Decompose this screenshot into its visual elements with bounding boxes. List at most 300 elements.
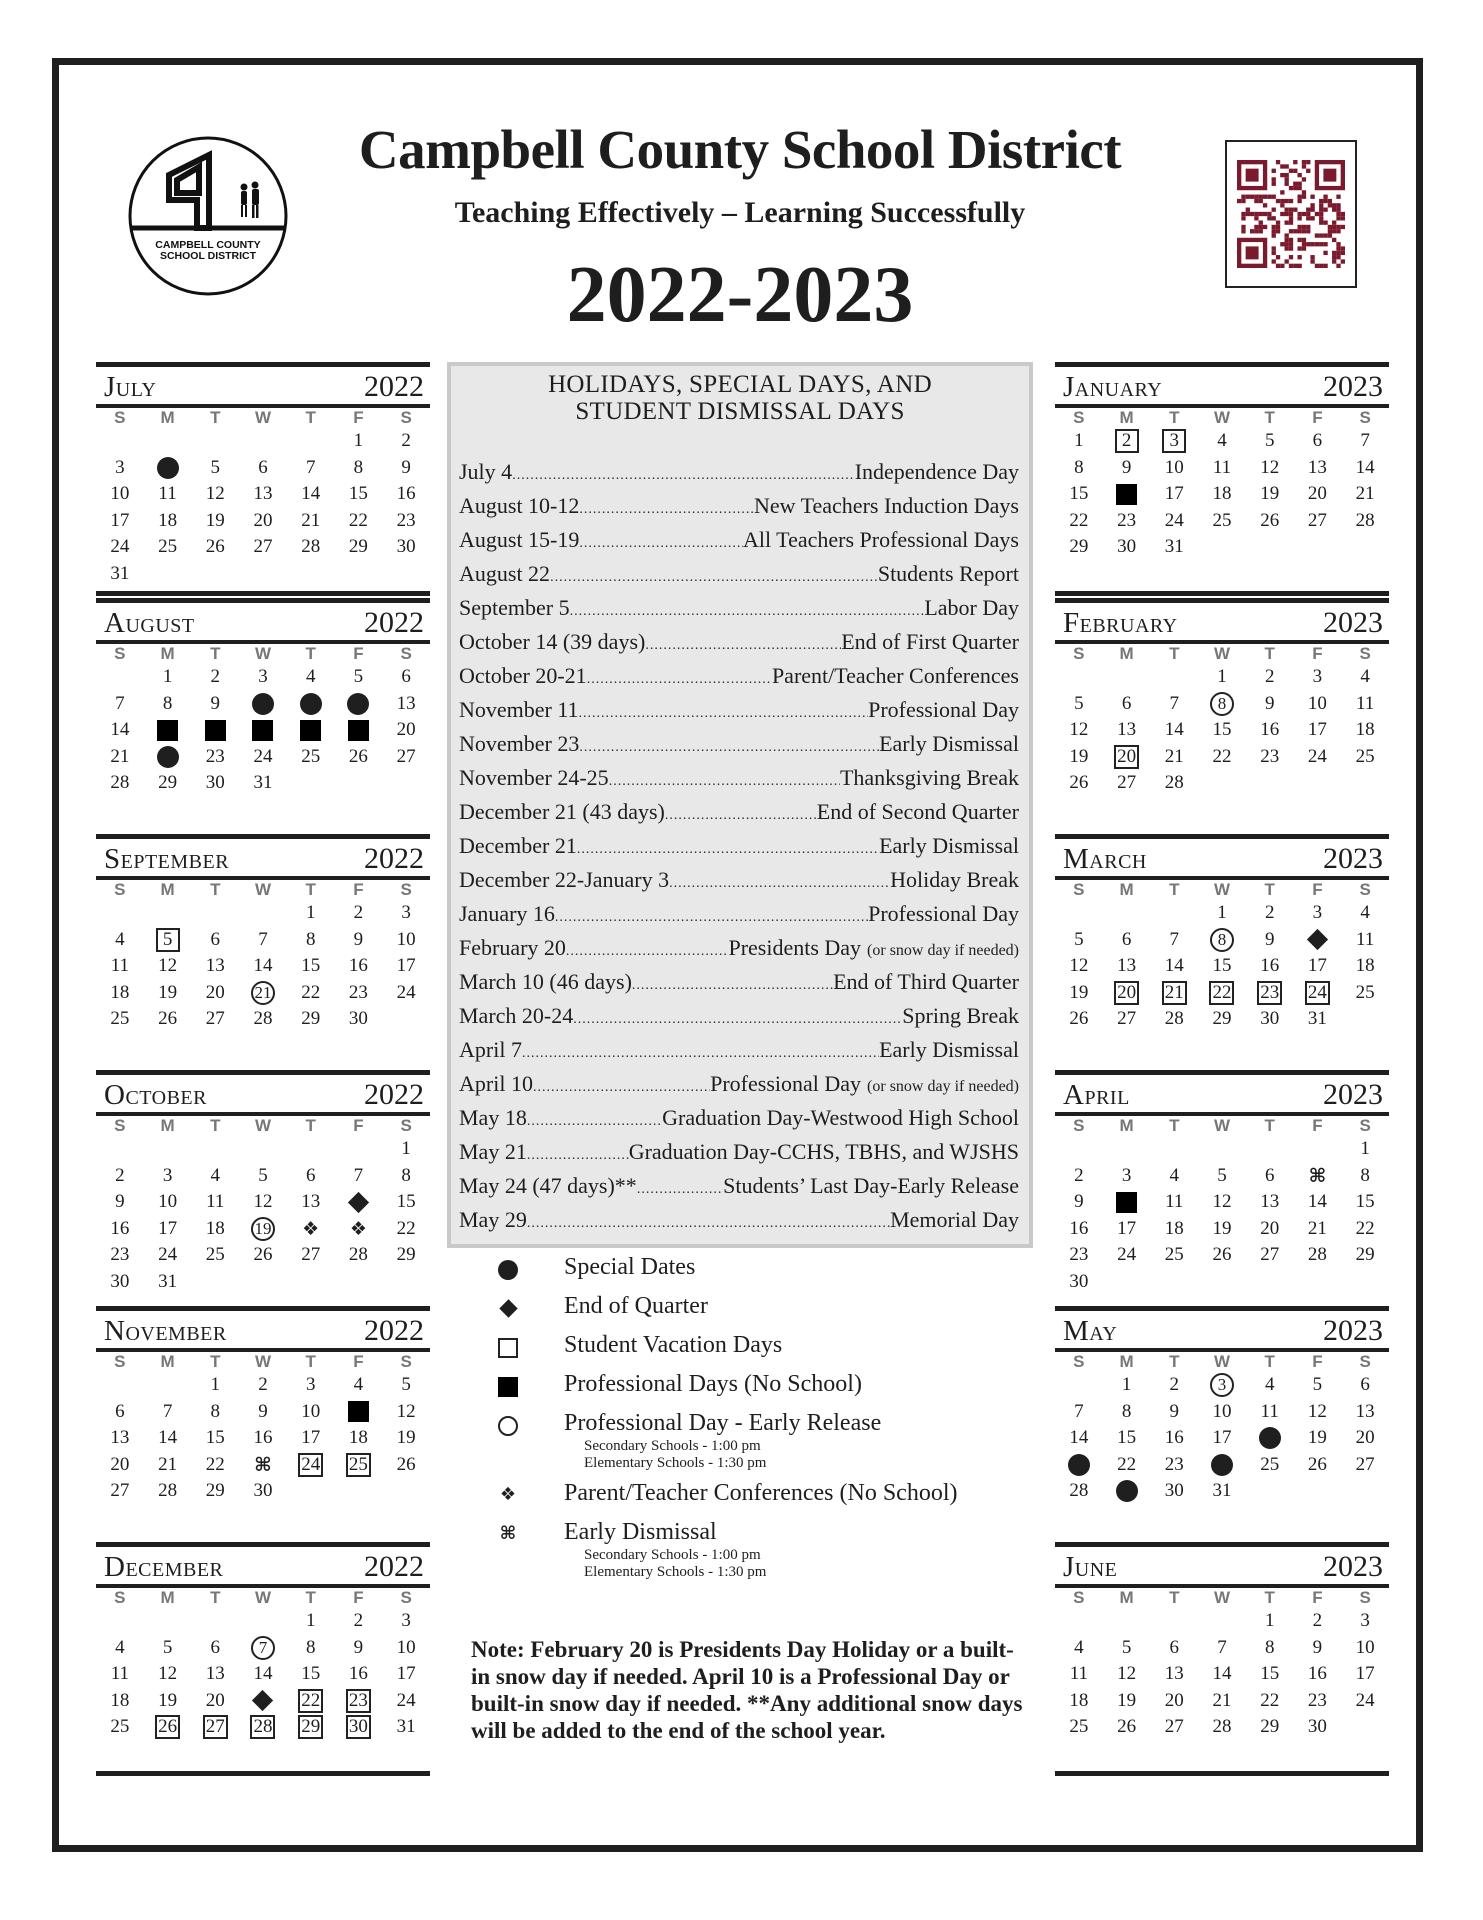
day-cell: 2 (1074, 1164, 1084, 1186)
day-grid (96, 664, 430, 797)
empty-cell (1150, 900, 1198, 927)
day-cell: 7 (305, 456, 316, 478)
day-cell: 12 (205, 483, 225, 504)
day-cell: 31 (396, 1716, 416, 1737)
weekday-label: F (353, 1116, 364, 1135)
holiday-row (459, 1203, 1019, 1237)
day-cell: 3 (305, 1374, 316, 1395)
day-cell: 27 (253, 536, 273, 557)
legend-label: Student Vacation Days (564, 1332, 783, 1358)
weekday-label: T (210, 644, 221, 663)
day-cell: 27 (1260, 1244, 1280, 1265)
weekday-label: S (1073, 880, 1085, 899)
day-cell: 29 (1212, 1008, 1232, 1029)
empty-cell (1103, 1608, 1151, 1635)
day-cell: 30 (1117, 536, 1137, 557)
weekday-header (1055, 1588, 1389, 1608)
day-cell: 25 (110, 1008, 130, 1029)
holiday-row (459, 557, 1019, 591)
weekday-label: S (400, 1588, 412, 1607)
month-november (96, 1306, 430, 1505)
day-cell: 8 (1074, 456, 1084, 478)
day-cell: 8 (210, 1400, 221, 1422)
day-cell: 5 (162, 1636, 173, 1658)
holiday-row (459, 829, 1019, 863)
vacation-day-box: 27 (203, 1715, 228, 1739)
weekday-label: S (1073, 644, 1085, 663)
holiday-note: (or snow day if needed) (867, 1078, 1019, 1095)
day-cell: 1 (305, 1610, 316, 1631)
month-header (1055, 839, 1389, 874)
day-cell (335, 1216, 383, 1243)
day-cell: 4 (1360, 902, 1370, 923)
day-cell: 20 (253, 509, 273, 531)
day-cell: 25 (1164, 1244, 1184, 1265)
day-cell: 17 (1307, 955, 1327, 976)
day-cell: 20 (110, 1453, 130, 1475)
month-header (1055, 1311, 1389, 1346)
empty-cell (1150, 1608, 1198, 1635)
month-year: 2022 (364, 1550, 424, 1583)
day-cell: 15 (301, 955, 321, 976)
day-cell: 10 (110, 483, 130, 504)
day-cell: 20 (396, 719, 416, 740)
holiday-row (459, 931, 1019, 965)
empty-cell (239, 1136, 287, 1163)
month-year: 2022 (364, 1078, 424, 1111)
qr-code[interactable] (1225, 140, 1357, 288)
day-cell: 13 (253, 483, 273, 504)
weekday-label: T (210, 1588, 221, 1607)
svg-text:CAMPBELL COUNTY: CAMPBELL COUNTY (155, 239, 261, 251)
holiday-date: April 7 (459, 1037, 522, 1062)
day-cell (144, 455, 192, 482)
weekday-label: S (1073, 1588, 1085, 1607)
weekday-label: S (1359, 644, 1371, 663)
holiday-date: August 10-12 (459, 493, 580, 518)
holidays-panel (447, 362, 1033, 1248)
day-cell: 30 (1069, 1270, 1089, 1292)
day-cell (1198, 980, 1246, 1007)
day-cell: 31 (253, 772, 273, 793)
holiday-date: May 29 (459, 1207, 527, 1232)
weekday-label: S (400, 1116, 412, 1135)
month-year: 2022 (364, 1314, 424, 1347)
empty-cell (239, 428, 287, 455)
day-cell: 22 (205, 1453, 225, 1475)
holiday-row (459, 1101, 1019, 1135)
month-name: February (1063, 607, 1178, 639)
day-cell (287, 1688, 335, 1715)
day-cell: 12 (1069, 955, 1089, 976)
day-cell: 5 (401, 1374, 411, 1395)
weekday-label: S (1073, 1352, 1085, 1371)
day-cell: 7 (258, 928, 268, 950)
weekday-label: T (1169, 408, 1180, 427)
dot-leader (577, 833, 879, 863)
day-cell: 27 (110, 1480, 130, 1501)
day-cell: 27 (1307, 509, 1327, 531)
day-cell: 10 (1164, 456, 1184, 478)
professional-day-marker-icon (1116, 1192, 1137, 1213)
holiday-row (459, 625, 1019, 659)
day-cell: 23 (396, 509, 416, 531)
month-year: 2022 (364, 370, 424, 403)
day-cell: 6 (1121, 928, 1132, 950)
holiday-event: Memorial Day (890, 1207, 1019, 1232)
day-cell: 8 (162, 692, 173, 714)
day-grid (1055, 900, 1389, 1033)
weekday-label: T (1264, 1116, 1275, 1135)
day-cell: 2 (353, 902, 364, 923)
day-cell: 13 (205, 955, 225, 976)
weekday-label: S (1359, 408, 1371, 427)
day-cell: 30 (348, 1008, 368, 1029)
empty-cell (96, 900, 144, 927)
day-cell (1103, 980, 1151, 1007)
weekday-label: W (254, 644, 272, 663)
holidays-title: HOLIDAYS, SPECIAL DAYS, AND STUDENT DISMISSAL DAYS (548, 371, 932, 425)
day-cell: 30 (1164, 1480, 1184, 1501)
day-cell: 18 (1355, 719, 1375, 740)
day-cell (335, 717, 383, 744)
day-cell: 10 (396, 928, 416, 950)
weekday-label: M (1119, 1352, 1134, 1371)
weekday-label: W (1213, 880, 1231, 899)
month-name: October (104, 1079, 207, 1111)
day-cell: 24 (1117, 1244, 1137, 1265)
day-cell: 14 (1069, 1427, 1089, 1448)
day-cell: 12 (158, 955, 178, 976)
weekday-label: M (1119, 1116, 1134, 1135)
day-cell: 9 (401, 456, 411, 478)
day-cell: 7 (353, 1164, 364, 1186)
holiday-row (459, 659, 1019, 693)
day-grid (96, 900, 430, 1033)
holiday-row (459, 1135, 1019, 1169)
empty-cell (335, 1136, 383, 1163)
day-cell: 13 (301, 1191, 321, 1212)
weekday-label: S (1073, 408, 1085, 427)
day-cell: 2 (258, 1374, 268, 1395)
day-cell: 12 (253, 1191, 273, 1212)
professional-day-marker-icon (348, 720, 369, 741)
day-cell: 22 (1260, 1689, 1280, 1711)
day-cell: 4 (1074, 1636, 1084, 1658)
dot-leader (527, 1207, 890, 1237)
special-date-marker-icon (1116, 1480, 1138, 1502)
day-cell: 16 (253, 1427, 273, 1448)
weekday-label: T (305, 1116, 316, 1135)
empty-cell (1150, 1136, 1198, 1163)
weekday-header (1055, 408, 1389, 428)
filled-square-icon (498, 1377, 518, 1397)
day-cell: 12 (1307, 1400, 1327, 1422)
legend-label: Parent/Teacher Conferences (No School) (564, 1480, 958, 1506)
day-cell: 19 (1069, 981, 1089, 1003)
day-cell: 28 (1307, 1244, 1327, 1265)
dot-leader (566, 935, 729, 965)
dot-leader (579, 493, 754, 523)
svg-text:SCHOOL DISTRICT: SCHOOL DISTRICT (159, 250, 257, 262)
month-header (96, 603, 430, 638)
day-cell: 9 (1312, 1636, 1323, 1658)
weekday-label: M (1119, 408, 1134, 427)
weekday-label: S (1359, 1588, 1371, 1607)
day-cell: 13 (1355, 1400, 1375, 1422)
day-cell: 11 (158, 483, 177, 504)
day-cell: 12 (1069, 719, 1089, 740)
dot-leader (555, 901, 868, 931)
day-cell: 26 (348, 745, 368, 767)
day-cell: 25 (158, 536, 178, 557)
day-cell: 3 (1312, 902, 1323, 923)
day-cell: 9 (210, 692, 221, 714)
day-cell: 11 (110, 1663, 129, 1684)
day-cell: 22 (1355, 1217, 1375, 1239)
district-title: Campbell County School District (358, 119, 1122, 180)
day-cell (1246, 980, 1294, 1007)
weekday-label: T (1169, 1588, 1180, 1607)
day-cell: 24 (1164, 509, 1184, 531)
weekday-label: M (1119, 1588, 1134, 1607)
day-cell (1103, 1478, 1151, 1505)
early-release-ring: 8 (1210, 928, 1234, 952)
day-cell: 18 (1212, 483, 1232, 504)
day-cell: 18 (205, 1217, 225, 1239)
holiday-event: Presidents Day (or snow day if needed) (728, 935, 1019, 960)
day-cell: 10 (1307, 692, 1327, 714)
holiday-date: February 20 (459, 935, 566, 960)
holiday-date: November 24-25 (459, 765, 609, 790)
divider (96, 1771, 430, 1776)
holiday-date: December 21 (459, 833, 577, 858)
weekday-label: T (1264, 880, 1275, 899)
holiday-row (459, 591, 1019, 625)
holiday-event: Professional Day (868, 901, 1019, 926)
month-name: September (104, 843, 230, 875)
day-cell: 1 (1217, 902, 1227, 923)
vacation-day-box: 24 (298, 1453, 323, 1477)
day-cell: 6 (1360, 1374, 1370, 1395)
day-cell (335, 691, 383, 718)
weekday-label: S (114, 1588, 126, 1607)
day-cell: 1 (162, 666, 173, 687)
dot-leader (550, 561, 878, 591)
day-cell: 12 (1260, 456, 1280, 478)
day-cell: 14 (1164, 955, 1184, 976)
month-header (96, 367, 430, 402)
weekday-label: F (1312, 1352, 1323, 1371)
day-cell: 15 (396, 1191, 416, 1212)
day-cell: 18 (110, 1689, 130, 1711)
day-cell: 18 (158, 509, 178, 531)
month-header (96, 1075, 430, 1110)
day-cell: 26 (396, 1453, 416, 1475)
holiday-event: Spring Break (902, 1003, 1019, 1028)
day-cell: 28 (301, 536, 321, 557)
day-cell: 15 (1212, 955, 1232, 976)
day-cell: 11 (206, 1191, 225, 1212)
weekday-label: T (1264, 408, 1275, 427)
day-cell: 3 (115, 456, 125, 478)
qr-code-icon (1237, 160, 1345, 268)
day-cell: 22 (1117, 1453, 1137, 1475)
dot-leader (665, 799, 817, 829)
legend-label: Special Dates (564, 1254, 696, 1280)
day-cell: 6 (115, 1400, 125, 1422)
day-cell: 5 (1264, 430, 1275, 451)
day-cell: 1 (1264, 1610, 1275, 1631)
day-cell (287, 691, 335, 718)
professional-day-marker-icon (252, 720, 273, 741)
day-cell: 16 (1260, 955, 1280, 976)
day-cell: 24 (1355, 1689, 1375, 1711)
end-of-quarter-diamond-icon (252, 1690, 273, 1711)
day-cell (1294, 980, 1342, 1007)
month-header (96, 1311, 430, 1346)
holiday-row (459, 523, 1019, 557)
empty-cell (1198, 1136, 1246, 1163)
dot-leader (570, 595, 925, 625)
empty-cell (1055, 1608, 1103, 1635)
conference-icon: ❖ (499, 1484, 517, 1505)
month-name: November (104, 1315, 227, 1347)
divider (1055, 591, 1389, 596)
professional-day-marker-icon (157, 720, 178, 741)
day-cell: 20 (1164, 1689, 1184, 1711)
day-cell: 17 (1307, 719, 1327, 740)
special-date-marker-icon (347, 693, 369, 715)
holiday-event: Independence Day (854, 459, 1019, 484)
month-february (1055, 598, 1389, 797)
special-date-marker-icon (1259, 1427, 1281, 1449)
day-cell: 8 (353, 456, 364, 478)
weekday-label: T (1169, 1352, 1180, 1371)
day-cell (239, 1216, 287, 1243)
day-cell: 9 (353, 1636, 364, 1658)
day-cell: 21 (301, 509, 321, 531)
day-cell (335, 1189, 383, 1216)
day-cell: 25 (1069, 1716, 1089, 1737)
day-cell: 26 (1117, 1716, 1137, 1737)
day-cell: 8 (305, 1636, 316, 1658)
holiday-date: August 22 (459, 561, 551, 586)
vacation-day-box: 23 (1257, 981, 1282, 1005)
holiday-event: All Teachers Professional Days (742, 527, 1019, 552)
weekday-label: S (114, 880, 126, 899)
day-cell (144, 744, 192, 771)
day-cell: 5 (1312, 1374, 1323, 1395)
day-cell: 29 (1069, 536, 1089, 557)
holiday-event: Students’ Last Day-Early Release (723, 1173, 1019, 1198)
month-header (1055, 1075, 1389, 1110)
holiday-date: July 4 (459, 459, 513, 484)
day-cell: 1 (1074, 430, 1084, 451)
day-cell: 10 (1212, 1400, 1232, 1422)
day-cell: 16 (1260, 719, 1280, 740)
legend-sublabel: Secondary Schools - 1:00 pm (584, 1438, 761, 1454)
holiday-date: March 10 (46 days) (459, 969, 632, 994)
day-cell (1294, 1163, 1342, 1190)
month-name: January (1063, 371, 1163, 403)
snow-day-note: Note: February 20 is Presidents Day Holiday or a built-in snow day if needed. April 10 is a Professional Day or built-in snow day if needed. **Any additional snow days will be added to the end of the school year. (471, 1637, 1023, 1743)
day-cell: 16 (1164, 1427, 1184, 1448)
month-name: May (1063, 1315, 1118, 1347)
weekday-label: F (1312, 644, 1323, 663)
day-grid (1055, 1136, 1389, 1295)
day-grid (1055, 428, 1389, 561)
day-cell: 13 (1117, 719, 1137, 740)
day-cell: 15 (1355, 1191, 1375, 1212)
empty-cell (191, 428, 239, 455)
day-cell: 3 (1312, 666, 1323, 687)
legend-label: Professional Days (No School) (564, 1371, 862, 1397)
day-cell: 1 (353, 430, 364, 451)
holiday-date: September 5 (459, 595, 570, 620)
weekday-label: F (353, 644, 364, 663)
month-march (1055, 834, 1389, 1033)
day-cell: 19 (205, 509, 225, 531)
month-year: 2023 (1323, 1078, 1383, 1111)
holiday-event: Labor Day (924, 595, 1019, 620)
holiday-event: End of Second Quarter (816, 799, 1019, 824)
day-grid (96, 1372, 430, 1505)
weekday-header (96, 880, 430, 900)
day-cell: 17 (396, 955, 416, 976)
day-cell: 27 (1117, 1008, 1137, 1029)
legend-item (480, 1252, 1040, 1282)
day-cell: 25 (301, 745, 321, 767)
day-cell: 7 (1169, 928, 1180, 950)
early-release-ring: 19 (251, 1217, 275, 1241)
day-cell: 12 (1212, 1191, 1232, 1212)
day-grid (1055, 1372, 1389, 1505)
legend-item (480, 1408, 1040, 1472)
day-cell: 1 (1121, 1374, 1132, 1395)
weekday-label: T (210, 880, 221, 899)
day-cell: 2 (115, 1164, 125, 1186)
day-cell: 29 (396, 1244, 416, 1265)
holiday-date: December 21 (43 days) (459, 799, 665, 824)
legend-sublabel: Secondary Schools - 1:00 pm (584, 1547, 761, 1563)
weekday-header (1055, 880, 1389, 900)
day-cell: 8 (1121, 1400, 1132, 1422)
day-cell: 16 (348, 955, 368, 976)
day-cell: 21 (110, 745, 130, 767)
day-cell: 13 (205, 1663, 225, 1684)
day-cell: 26 (1307, 1453, 1327, 1475)
weekday-label: S (114, 1116, 126, 1135)
day-cell: 28 (158, 1480, 178, 1501)
holidays-list (451, 455, 1029, 1237)
day-cell: 19 (1117, 1689, 1137, 1711)
vacation-day-box: 23 (346, 1689, 371, 1713)
month-name: December (104, 1551, 224, 1583)
weekday-label: M (160, 408, 175, 427)
legend-sublabel: Elementary Schools - 1:30 pm (584, 1455, 767, 1471)
dot-leader (522, 1037, 879, 1067)
dot-leader (609, 765, 840, 795)
conference-icon: ❖ (349, 1217, 367, 1240)
vacation-day-box: 25 (346, 1453, 371, 1477)
day-cell: 14 (1355, 456, 1375, 478)
day-cell: 17 (301, 1427, 321, 1448)
day-cell (1246, 1425, 1294, 1452)
weekday-label: S (400, 880, 412, 899)
vacation-day-box: 22 (1209, 981, 1234, 1005)
day-cell: 30 (1307, 1716, 1327, 1737)
